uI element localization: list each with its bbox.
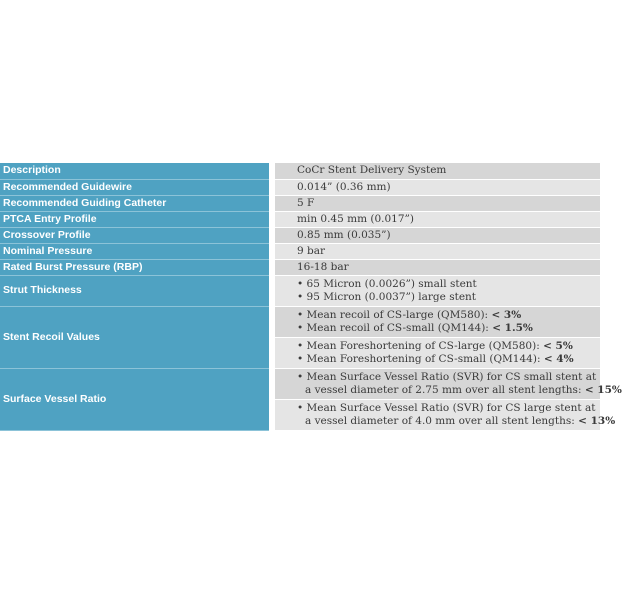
table-row xyxy=(0,163,600,179)
table-row xyxy=(0,227,600,243)
row-value-rbp: 16-18 bar xyxy=(272,259,600,275)
recoil-text: • Mean recoil of CS-large (QM580): xyxy=(297,308,492,321)
table-row xyxy=(0,368,600,399)
row-value-guidewire: 0.014” (0.36 mm) xyxy=(272,179,600,195)
table-row xyxy=(0,306,600,337)
recoil-value: < 3% xyxy=(491,308,522,321)
spec-table xyxy=(0,163,622,431)
row-value-svr-large xyxy=(272,399,616,430)
row-value-catheter: 5 F xyxy=(272,195,600,211)
row-value-nominal: 9 bar xyxy=(272,243,600,259)
svr-text: a vessel diameter of 2.75 mm over all stent lengths: xyxy=(305,383,585,396)
row-label-description: Description xyxy=(0,163,272,179)
row-label-nominal: Nominal Pressure xyxy=(0,243,272,259)
svr-value: < 13% xyxy=(578,414,616,427)
row-value-svr-small xyxy=(272,368,622,399)
row-value-ptca: min 0.45 mm (0.017”) xyxy=(272,211,600,227)
row-label-crossover: Crossover Profile xyxy=(0,227,272,243)
recoil-value: < 1.5% xyxy=(492,321,533,334)
table-row xyxy=(0,259,600,275)
svr-value: < 15% xyxy=(584,383,622,396)
table-row xyxy=(0,211,600,227)
foreshortening-text: • Mean Foreshortening of CS-large (QM580): xyxy=(297,339,544,352)
row-value-crossover: 0.85 mm (0.035”) xyxy=(272,227,600,243)
row-label-recoil: Stent Recoil Values xyxy=(0,306,272,368)
foreshortening-value: < 4% xyxy=(543,352,574,365)
row-label-guidewire: Recommended Guidewire xyxy=(0,179,272,195)
row-label-rbp: Rated Burst Pressure (RBP) xyxy=(0,259,272,275)
table-row xyxy=(0,179,600,195)
svr-text: a vessel diameter of 4.0 mm over all stent lengths: xyxy=(305,414,579,427)
row-label-catheter: Recommended Guiding Catheter xyxy=(0,195,272,211)
row-value-strut xyxy=(272,275,600,306)
foreshortening-value: < 5% xyxy=(543,339,573,352)
svr-line: • Mean Surface Vessel Ratio (SVR) for CS large stent at xyxy=(297,401,596,414)
recoil-text: • Mean recoil of CS-small (QM144): xyxy=(297,321,493,334)
foreshortening-text: • Mean Foreshortening of CS-small (QM144): xyxy=(297,352,544,365)
strut-line: • 95 Micron (0.0037”) large stent xyxy=(297,290,477,303)
row-value-foreshortening xyxy=(272,337,600,368)
row-label-ptca: PTCA Entry Profile xyxy=(0,211,272,227)
table-row xyxy=(0,195,600,211)
row-value-recoil xyxy=(272,306,600,337)
svr-line: • Mean Surface Vessel Ratio (SVR) for CS small stent at xyxy=(297,370,597,383)
table-row xyxy=(0,275,600,306)
strut-line: • 65 Micron (0.0026”) small stent xyxy=(297,277,477,290)
table-row xyxy=(0,243,600,259)
row-value-description: CoCr Stent Delivery System xyxy=(272,163,600,179)
row-label-strut: Strut Thickness xyxy=(0,275,272,306)
row-label-svr: Surface Vessel Ratio xyxy=(0,368,272,430)
